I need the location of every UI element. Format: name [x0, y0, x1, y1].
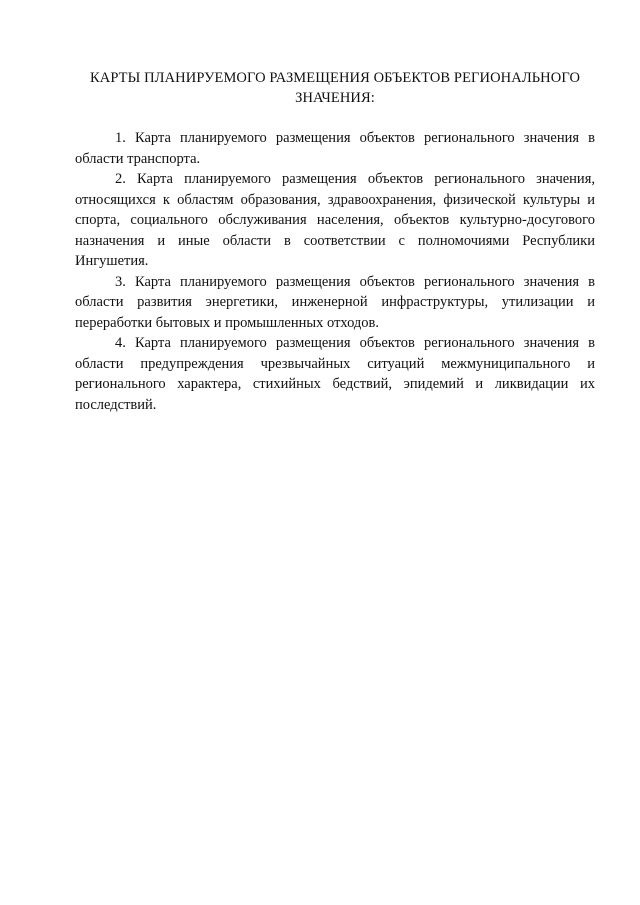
list-item: 3. Карта планируемого размещения объектов регионального значения в области развития энергетики, инженерной инфраструктуры, утилизации и переработки бытовых и промышленных отходов.	[75, 273, 595, 331]
list-item: 1. Карта планируемого размещения объектов регионального значения в области транспорта.	[75, 130, 595, 167]
list-item: 2. Карта планируемого размещения объектов регионального значения, относящихся к областям образования, здравоохранения, физической культуры и спорта, социального обслуживания населения, объектов культурно-досугового назначения и иные области в соответствии с полномочиями Республики Ингушетия.	[75, 171, 595, 269]
list-item: 4. Карта планируемого размещения объектов регионального значения в области предупреждения чрезвычайных ситуаций межмуниципального и регионального характера, стихийных бедствий, эпидемий и ликвидации их последствий.	[75, 335, 595, 413]
document-title: КАРТЫ ПЛАНИРУЕМОГО РАЗМЕЩЕНИЯ ОБЪЕКТОВ РЕГИОНАЛЬНОГО ЗНАЧЕНИЯ:	[89, 70, 581, 106]
map-list	[75, 128, 595, 415]
